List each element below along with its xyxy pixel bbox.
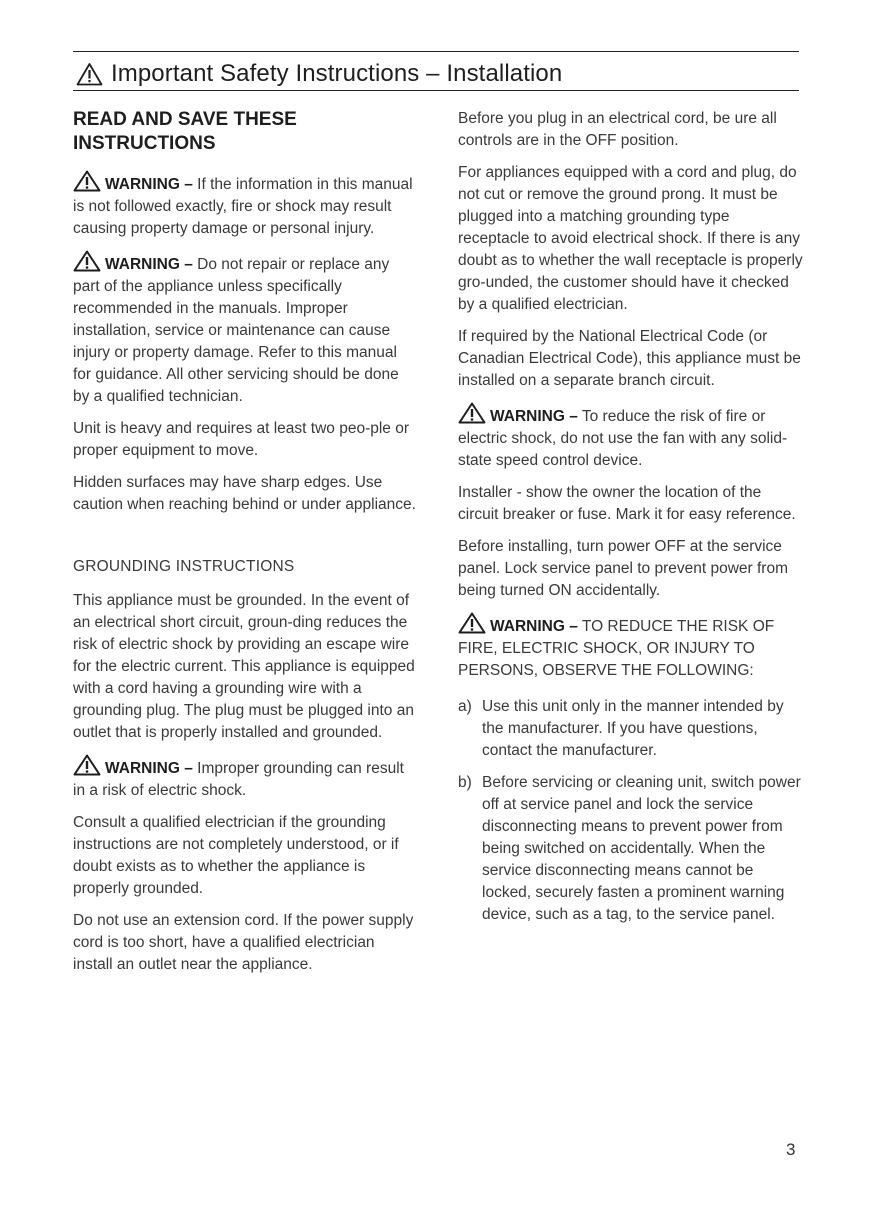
warning-label: WARNING – (105, 256, 193, 273)
warning-paragraph (73, 170, 418, 240)
plug-in-paragraph: Before you plug in an electrical cord, be ure all controls are in the OFF position. (458, 110, 777, 149)
warning-text: Improper grounding can result in a risk of electric shock. (73, 760, 404, 799)
list-item-marker: b) (458, 774, 472, 791)
left-column (73, 108, 418, 986)
list-item-text: Use this unit only in the manner intended by the manufacturer. If you have questions, contact the manufacturer. (482, 698, 784, 759)
warning-text: If the information in this manual is not followed exactly, fire or shock may result causing property damage or personal injury. (73, 176, 413, 237)
warning-label: WARNING – (105, 760, 193, 777)
page-title: Important Safety Instructions – Installation (111, 60, 563, 87)
warning-text: To reduce the risk of fire or electric shock, do not use the fan with any solid-state speed control device. (458, 408, 788, 469)
warning-paragraph (73, 250, 418, 408)
read-and-save-heading: READ AND SAVE THESE INSTRUCTIONS (73, 109, 297, 154)
cord-and-plug-paragraph: For appliances equipped with a cord and plug, do not cut or remove the ground prong. It must be plugged into a matching grounding type receptacle to avoid electrical shock. If there is any doubt as to whether the wall receptacle is properly gro-unded, the customer should have it checked by a qualified electrician. (458, 164, 803, 313)
electrical-code-paragraph: If required by the National Electrical Code (or Canadian Electrical Code), this appliance must be installed on a separate branch circuit. (458, 328, 801, 389)
list-item (458, 772, 803, 926)
warning-paragraph (458, 612, 803, 682)
warning-triangle-icon (458, 612, 486, 634)
warning-triangle-icon (73, 250, 101, 272)
warning-label: WARNING – (105, 176, 193, 193)
installer-paragraph: Installer - show the owner the location of the circuit breaker or fuse. Mark it for easy reference. (458, 484, 796, 523)
grounded-paragraph: This appliance must be grounded. In the event of an electrical short circuit, groun-ding reduces the risk of electric shock by providing an escape wire for the electric current. This appliance is equipped with a cord having a grounding wire with a grounding plug. The plug must be plugged into an outlet that is properly installed and grounded. (73, 592, 415, 741)
consult-paragraph: Consult a qualified electrician if the grounding instructions are not completely understood, or if doubt exists as to whether the appliance is properly grounded. (73, 814, 399, 897)
extension-cord-paragraph: Do not use an extension cord. If the power supply cord is too short, have a qualified electrician install an outlet near the appliance. (73, 912, 414, 973)
warning-text: TO REDUCE THE RISK OF FIRE, ELECTRIC SHOCK, OR INJURY TO PERSONS, OBSERVE THE FOLLOWING: (458, 618, 775, 679)
header-rule-bottom (73, 90, 799, 91)
hidden-surfaces-paragraph: Hidden surfaces may have sharp edges. Use caution when reaching behind or under appliance. (73, 474, 416, 513)
warning-triangle-icon (73, 754, 101, 776)
warning-label: WARNING – (490, 618, 578, 635)
warning-paragraph (458, 402, 803, 472)
list-item-text: Before servicing or cleaning unit, switch power off at service panel and lock the service disconnecting means to prevent power from being switched on accidentally. When the service disconnecting means cannot be locked, securely fasten a prominent warning device, such as a tag, to the service panel. (482, 774, 801, 923)
warning-text: Do not repair or replace any part of the appliance unless specifically recommended in the manuals. Improper installation, service or maintenance can cause injury or property damage. Refer to this manual for guidance. All other servicing should be done by a qualified technician. (73, 256, 399, 405)
heavy-unit-paragraph: Unit is heavy and requires at least two peo-ple or proper equipment to move. (73, 420, 410, 459)
warning-triangle-icon (458, 402, 486, 424)
warning-label: WARNING – (490, 408, 578, 425)
warning-paragraph (73, 754, 418, 802)
grounding-heading: GROUNDING INSTRUCTIONS (73, 558, 295, 575)
warning-triangle-icon (76, 62, 103, 86)
list-item (458, 696, 803, 762)
right-column (458, 108, 803, 936)
page-number: 3 (786, 1140, 796, 1159)
header-rule-top (73, 51, 799, 52)
power-off-paragraph: Before installing, turn power OFF at the service panel. Lock service panel to prevent power from being turned ON accidentally. (458, 538, 788, 599)
page-header (76, 58, 562, 90)
list-item-marker: a) (458, 698, 472, 715)
warning-triangle-icon (73, 170, 101, 192)
